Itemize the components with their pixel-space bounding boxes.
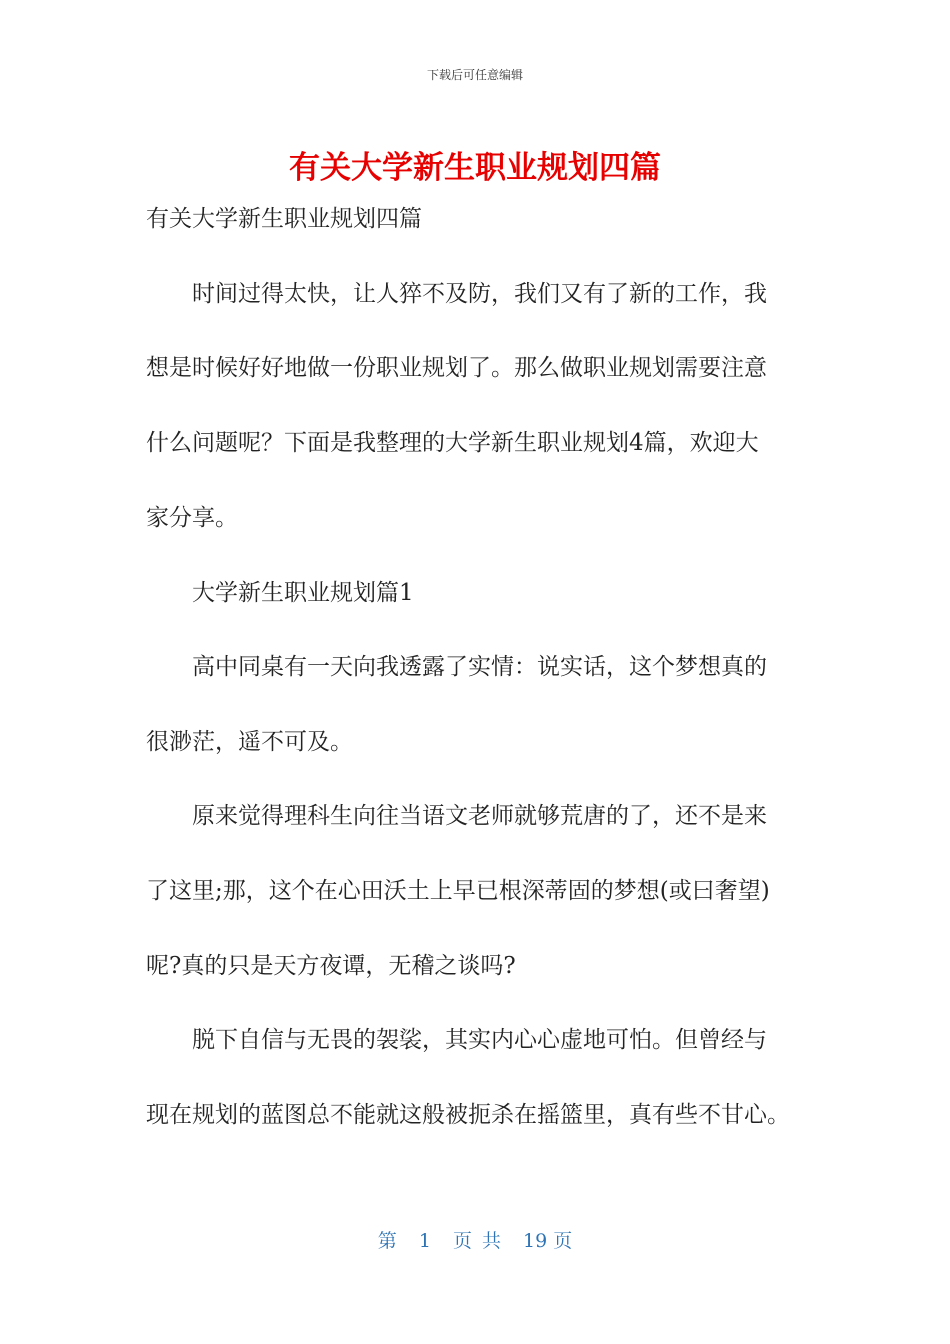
paragraph-line: 现在规划的蓝图总不能就这般被扼杀在摇篮里，真有些不甘心。 bbox=[146, 1102, 790, 1128]
paragraph-line: 想是时候好好地做一份职业规划了。那么做职业规划需要注意 bbox=[146, 355, 767, 381]
paragraph-line: 原来觉得理科生向往当语文老师就够荒唐的了，还不是来 bbox=[146, 803, 767, 829]
footer-mid: 页 共 bbox=[452, 1230, 501, 1252]
paragraph-line: 家分享。 bbox=[146, 505, 238, 531]
paragraph-line: 有关大学新生职业规划四篇 bbox=[146, 206, 422, 232]
paragraph-line: 什么问题呢？下面是我整理的大学新生职业规划4篇，欢迎大 bbox=[146, 430, 759, 456]
paragraph-line: 高中同桌有一天向我透露了实情：说实话，这个梦想真的 bbox=[146, 654, 767, 680]
header-note: 下载后可任意编辑 bbox=[426, 68, 523, 82]
paragraph-line: 时间过得太快，让人猝不及防，我们又有了新的工作，我 bbox=[146, 281, 767, 307]
section-heading: 大学新生职业规划篇1 bbox=[146, 580, 414, 606]
paragraph-line: 呢?真的只是天方夜谭，无稽之谈吗? bbox=[146, 953, 516, 979]
paragraph-line: 很渺茫，遥不可及。 bbox=[146, 729, 353, 755]
footer-page-number: 1 bbox=[418, 1230, 431, 1252]
paragraph-line: 脱下自信与无畏的袈裟，其实内心心虚地可怕。但曾经与 bbox=[146, 1027, 767, 1053]
document-title: 有关大学新生职业规划四篇 bbox=[289, 150, 661, 186]
footer-total-pages: 19 bbox=[523, 1230, 548, 1252]
paragraph-line: 了这里;那，这个在心田沃土上早已根深蒂固的梦想(或曰奢望) bbox=[146, 878, 770, 904]
page-footer bbox=[0, 1226, 950, 1253]
footer-prefix: 第 bbox=[377, 1230, 397, 1252]
footer-suffix: 页 bbox=[553, 1230, 573, 1252]
